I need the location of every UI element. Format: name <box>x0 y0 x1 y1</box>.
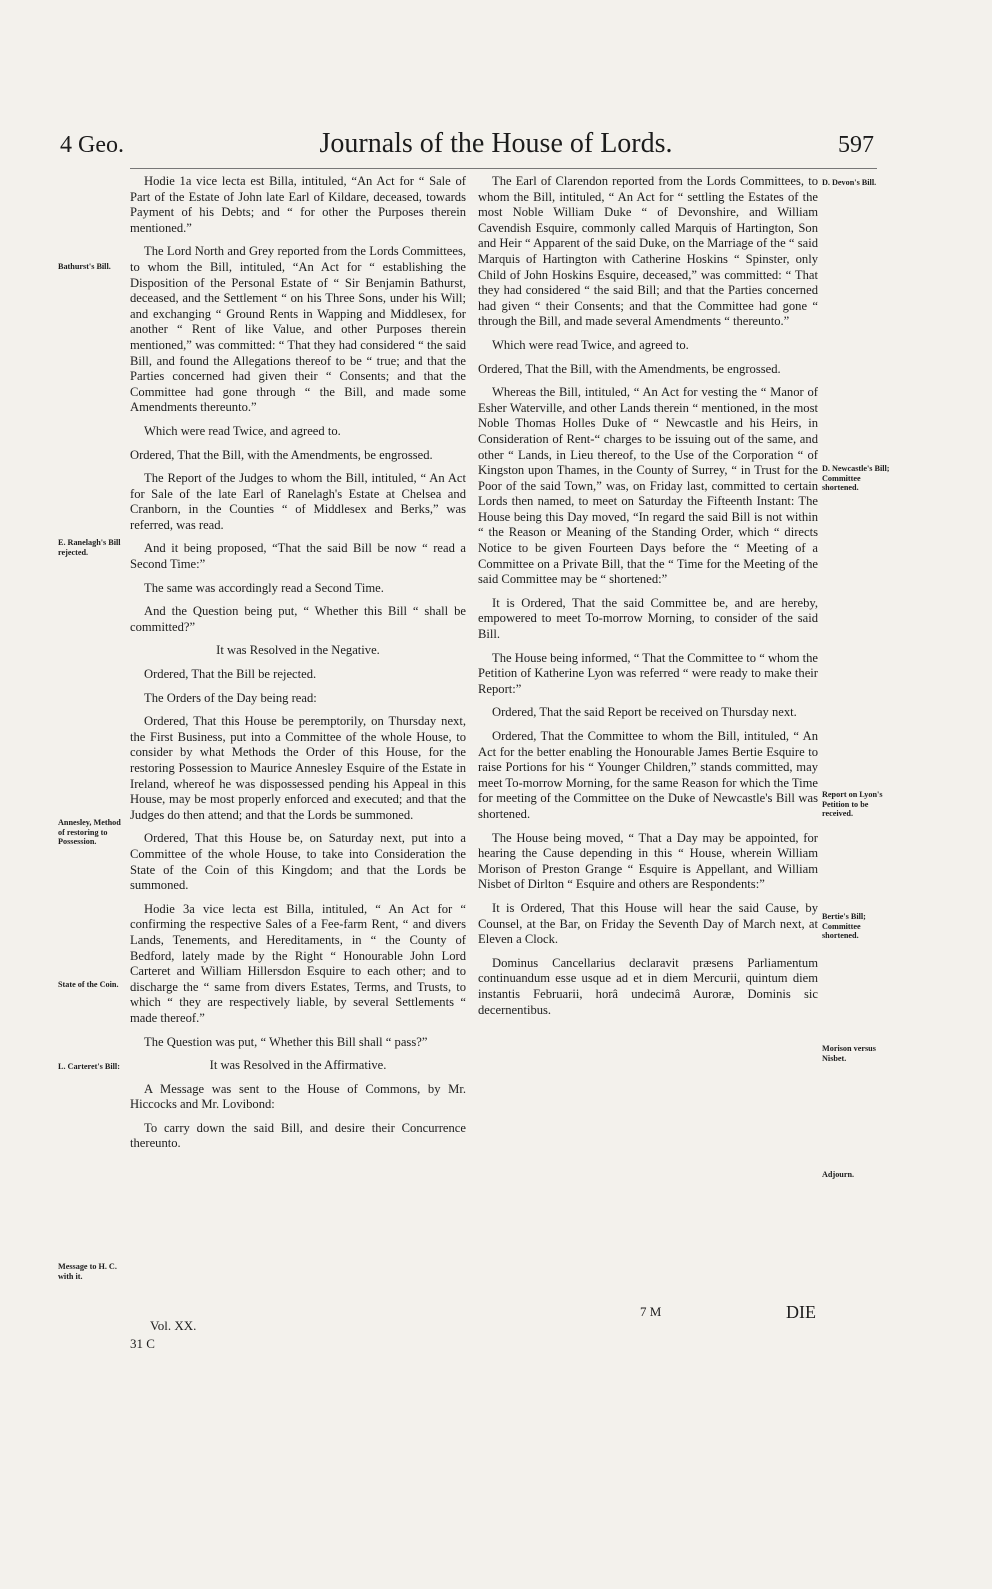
paragraph-bertie-bill: Ordered, That the Committee to whom the Bill, intituled, “ An Act for the better enabling the Honourable James Bertie Esquire to raise Portions for his “ Younger Children,” stands committed, may meet To-morrow Morning, for the same Reason for which the Time for meeting of the Committee on the Duke of Newcastle's Bill was shortened. <box>478 729 818 821</box>
margin-note-morison: Morison versus Nisbet. <box>822 1044 876 1063</box>
paragraph-lyon-petition: The House being informed, “ That the Committee to “ whom the Petition of Katherine Lyon was referred “ were ready to make their Report:” <box>478 650 818 696</box>
paragraph-ordered-rejected: Ordered, That the Bill be rejected. <box>144 667 317 682</box>
margin-note-devon: D. Devon's Bill. <box>822 178 877 187</box>
paragraph-ranelagh-report: The Report of the Judges to whom the Bill, intituled, “ An Act for Sale of the late Earl of Ranelagh's Estate at Chelsea and Cranborn, in the Counties “ of Middlesex and Berks,” was referred, was read. <box>130 471 466 532</box>
margin-note-lyon: Report on Lyon's Petition to be received. <box>822 790 883 819</box>
paragraph-committee-empowered: It is Ordered, That the said Committee be, and are hereby, empowered to meet To-morrow Morning, to consider of the said Bill. <box>478 595 818 642</box>
paragraph-message-commons: A Message was sent to the House of Commons, by Mr. Hiccocks and Mr. Lovibond: <box>130 1081 466 1112</box>
paragraph-kildare-bill: Hodie 1a vice lecta est Billa, intituled, “An Act for “ Sale of Part of the Estate of John late Earl of Kildare, deceased, towards Payment of his Debts; and “ for other the Purposes therein mentioned.” <box>130 174 466 235</box>
paragraph-carry-down: To carry down the said Bill, and desire their Concurrence thereunto. <box>130 1120 466 1151</box>
paragraph-morison-order: It is Ordered, That this House will hear the said Cause, by Counsel, at the Bar, on Friday the Seventh Day of March next, at Eleven a Clock. <box>478 900 818 947</box>
paragraph-newcastle-bill: Whereas the Bill, intituled, “ An Act for vesting the “ Manor of Esher Waterville, and other Lands therein “ mentioned, in the most Noble Thomas Holles Duke of “ Newcastle and his Heirs, in Consideration of Rent-“ charges to be issuing out of the same, and other “ Lands, in Lieu thereof, to the Use of the Corporation “ of Kingston upon Thames, in the County of Surrey, “ in Trust for the Poor of the said Town,” was, on Friday last, committed to certain Lords then named, to meet on Saturday the Fifteenth Instant: The House being this Day moved, “In regard the said Bill is not within “ the Reason or Meaning of the Standing Order, which “ directs Notice to be given Fourteen Days before the “ Meeting of a Committee on a Private Bill, that the “ Time for the Meeting of the said Committee may be “ shortened:” <box>478 385 818 587</box>
paragraph-read-twice: Which were read Twice, and agreed to. <box>144 423 341 438</box>
paragraph-adjournment: Dominus Cancellarius declaravit præsens Parliamentum continuandum esse usque ad et in diem Mercurii, quintum diem instantis Februarii, horâ undecimâ Auroræ, Dominis sic decernentibus. <box>478 955 818 1017</box>
page-header <box>0 128 992 168</box>
paragraph-morison-motion: The House being moved, “ That a Day may be appointed, for hearing the Cause depending in this “ House, wherein William Morison of Preston Grange “ Esquire is Appellant, and William Nisbet of Dirlton “ Esquire and others are Respondents:” <box>478 830 818 892</box>
margin-note-newcastle: D. Newcastle's Bill; Committee shortened. <box>822 464 890 493</box>
margin-note-message: Message to H. C. with it. <box>58 1262 117 1281</box>
margin-note-ranelagh: E. Ranelagh's Bill rejected. <box>58 538 121 557</box>
margin-note-bertie: Bertie's Bill; Committee shortened. <box>822 912 866 941</box>
header-page-number: 597 <box>838 132 874 158</box>
header-title: Journals of the House of Lords. <box>319 128 673 159</box>
paragraph-read-second-time: The same was accordingly read a Second Time. <box>144 580 384 595</box>
paragraph-ordered-engrossed: Ordered, That the Bill, with the Amendments, be engrossed. <box>130 447 433 462</box>
paragraph-proposed-second-time: And it being proposed, “That the said Bill be now “ read a Second Time:” <box>130 541 466 572</box>
paragraph-bathurst-report: The Lord North and Grey reported from the Lords Committees, to whom the Bill, intituled, “An Act for “ establishing the Disposition of the Personal Estate of “ Sir Benjamin Bathurst, deceased, and the Settlement “ on his Three Sons, under his Will; and exchanging “ Ground Rents in Wapping and Middlesex, for another “ Rent of like Value, and other Purposes therein mentioned,” was committed: “ That they had considered “ the said Bill, and found the Allegations thereof to be “ true; and that the Parties concerned had given their “ Consents; and that the Committee had gone through “ the Bill, and made some Amendments thereunto.” <box>130 244 466 415</box>
paragraph-question-committed: And the Question being put, “ Whether this Bill “ shall be committed?” <box>130 604 466 634</box>
margin-note-carteret: L. Carteret's Bill: <box>58 1062 120 1071</box>
margin-note-bathurst: Bathurst's Bill. <box>58 262 111 271</box>
footer-catchword-mark: 7 M <box>640 1304 662 1319</box>
paragraph-read-twice-right: Which were read Twice, and agreed to. <box>492 337 689 352</box>
paragraph-annesley-order: Ordered, That this House be peremptorily, on Thursday next, the First Business, put into a Committee of the whole House, to consider by what Methods the Order of this House, for the restoring Possession to Maurice Annesley Esquire of the Estate in Ireland, whereof he was dispossessed pending his Appeal in this House, may be most properly enforced and executed; and that the Judges do then attend; and that the Lords be summoned. <box>130 714 466 822</box>
paragraph-coin-order: Ordered, That this House be, on Saturday next, put into a Committee of the whole House, to take into Consideration the State of the Coin of this Kingdom; and that the Lords be summoned. <box>130 831 466 893</box>
paragraph-lyon-report-order: Ordered, That the said Report be received on Thursday next. <box>492 705 797 720</box>
paragraph-resolved-affirmative: It was Resolved in the Affirmative. <box>209 1058 387 1073</box>
margin-note-adjourn: Adjourn. <box>822 1170 855 1179</box>
footer-volume: Vol. XX. <box>150 1318 197 1333</box>
paragraph-devonshire-report: The Earl of Clarendon reported from the Lords Committees, to whom the Bill, intituled, “ An Act for “ settling the Estates of the most Noble William Duke “ of Devonshire, and William Cavendish Esquire, commonly called Marquis of Hartington, Son and Heir “ Apparent of the said Duke, on the Marriage of the “ said Marquis of Hartington with Catherine Hoskins “ Spinster, only Child of John Hoskins Esquire, deceased,” was committed: “ That they had considered “ the said Bill; and that the Parties concerned had given “ their Consents; and that the Committee had gone “ through the Bill, and made several Amendments “ thereunto.” <box>478 174 818 329</box>
footer-catchword: DIE <box>786 1302 816 1322</box>
margin-note-annesley: Annesley, Method of restoring to Possession. <box>58 818 121 847</box>
paragraph-orders-of-day: The Orders of the Day being read: <box>144 690 317 705</box>
right-column <box>478 174 818 1026</box>
header-regnal-year: 4 Geo. <box>60 132 124 158</box>
header-rule <box>130 168 877 169</box>
footer-signature: 31 C <box>130 1336 155 1351</box>
margin-note-coin: State of the Coin. <box>58 980 119 989</box>
paragraph-ordered-engrossed-right: Ordered, That the Bill, with the Amendments, be engrossed. <box>478 361 781 376</box>
left-column <box>130 174 466 1160</box>
paragraph-resolved-negative: It was Resolved in the Negative. <box>216 643 380 658</box>
paragraph-carteret-bill: Hodie 3a vice lecta est Billa, intituled, “ An Act for “ confirming the respective Sales of a Fee-farm Rent, “ and divers Lands, Tenements, and Hereditaments, in “ the County of Bedford, lately made by the Right “ Honourable John Lord Carteret and William Hillersdon Esquire to each other; and to discharge the “ same from divers Estates, Terms, and Trusts, to which “ they are respectively liable, by several Settlements “ made thereof.” <box>130 901 466 1025</box>
paragraph-question-pass: The Question was put, “ Whether this Bill shall “ pass?” <box>144 1034 428 1049</box>
